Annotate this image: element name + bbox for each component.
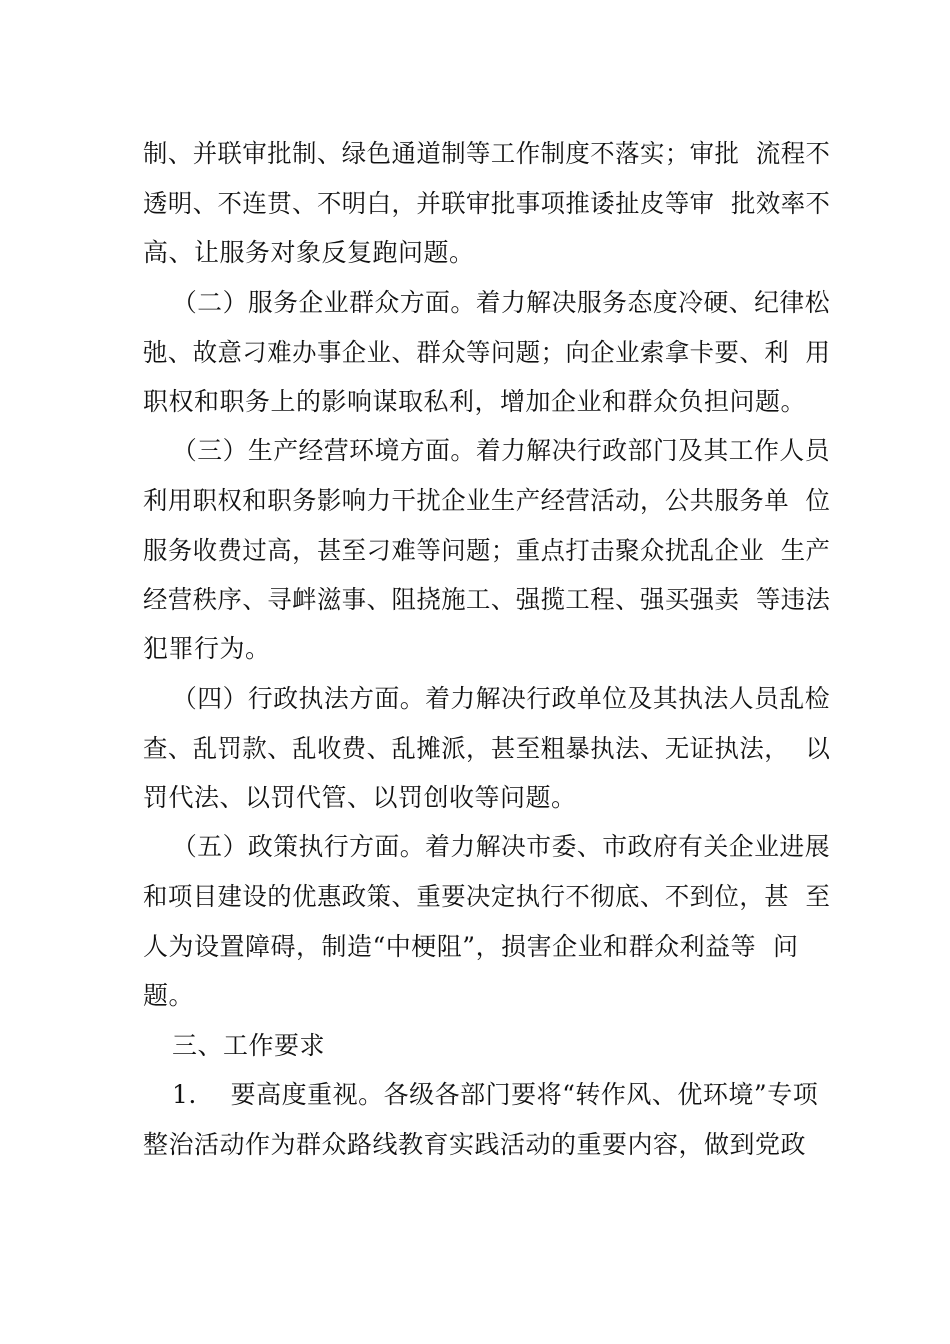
section-heading-line: （三）生产经营环境方面。着力解决行政部门及其工作人员 [172,436,831,465]
text-line: 查、乱罚款、乱收费、乱摊派，甚至粗暴执法、无证执法， 以 [143,734,831,763]
text-line: 经营秩序、寻衅滋事、阻挠施工、强揽工程、强买强卖 等违法 [143,585,831,614]
text-line: 犯罪行为。 [143,634,271,663]
text-line: 和项目建设的优惠政策、重要决定执行不彻底、不到位，甚 至 [143,882,831,911]
section-heading-line: （五）政策执行方面。着力解决市委、市政府有关企业进展 [172,832,831,861]
text-line: 罚代法、以罚代管、以罚创收等问题。 [143,783,577,812]
text-line: 制、并联审批制、绿色通道制等工作制度不落实；审批 流程不 [143,139,831,168]
section-heading-line: （四）行政执法方面。着力解决行政单位及其执法人员乱检 [172,684,831,713]
section-title: 三、工作要求 [172,1031,326,1060]
text-line: 职权和职务上的影响谋取私利，增加企业和群众负担问题。 [143,387,807,416]
text-line: 整治活动作为群众路线教育实践活动的重要内容，做到党政 [143,1130,807,1159]
text-line: 高、让服务对象反复跑问题。 [143,238,475,267]
text-line: 服务收费过高，甚至刁难等问题；重点打击聚众扰乱企业 生产 [143,536,831,565]
text-line: 利用职权和职务影响力干扰企业生产经营活动，公共服务单 位 [143,486,831,515]
text-line: 人为设置障碍，制造“中梗阻”，损害企业和群众利益等 问 [143,932,799,961]
text-line: 透明、不连贯、不明白，并联审批事项推诿扯皮等审 批效率不 [143,189,831,218]
text-line: 题。 [143,981,195,1010]
text-line: 弛、故意刁难办事企业、群众等问题；向企业索拿卡要、利 用 [143,338,831,367]
numbered-item-line: 1. 要高度重视。各级各部门要将“转作风、优环境”专项 [172,1080,819,1109]
section-heading-line: （二）服务企业群众方面。着力解决服务态度冷硬、纪律松 [172,288,831,317]
